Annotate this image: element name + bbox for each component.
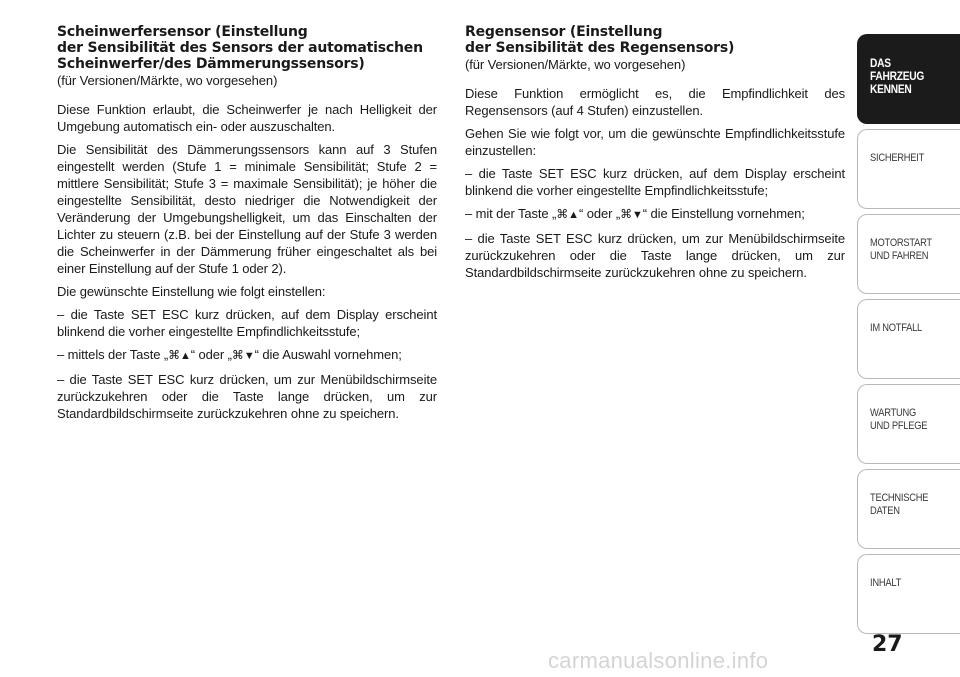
down-arrow-icon: ▼	[243, 350, 255, 362]
tab-label: INHALT	[870, 577, 902, 589]
right-step-2-mid: “ oder „	[578, 206, 621, 221]
left-column	[57, 24, 437, 428]
tab-wartung-und-pflege[interactable]	[857, 384, 960, 464]
left-heading-line2: der Sensibilität des Sensors der automatischen	[57, 40, 423, 56]
control-glyph-icon: ⌘	[168, 348, 180, 362]
up-arrow-icon: ▲	[180, 350, 191, 362]
left-heading	[57, 24, 437, 72]
left-paragraph-levels: Die Sensibilität des Dämmerungssensors kann auf 3 Stufen eingestellt werden (Stufe 1 = minimale Sensibilität; Stufe 2 = mittlere Sensibilität; Stufe 3 = maximale Sensibilität); je höher die eingestellte Sensibilität, desto niedriger die Notwendigkeit der Veränderung der Umgebungshelligkeit, um das Einschalten der Lichter zu steuern (z.B. bei der Einstellung auf der Stufe 3 werden die Scheinwerfer in der Dämmerung früher eingeschaltet als bei einer Einstellung auf der Stufe 1 oder 2).	[57, 142, 437, 276]
left-step-2	[57, 346, 437, 365]
right-paragraph-intro: Diese Funktion ermöglicht es, die Empfindlichkeit des Regensensors (auf 4 Stufen) einzustellen.	[465, 86, 845, 118]
control-glyph-icon: ⌘	[620, 207, 632, 221]
tab-label: SICHERHEIT	[870, 152, 925, 164]
control-up-icon	[556, 209, 579, 221]
right-subtitle: (für Versionen/Märkte, wo vorgesehen)	[465, 57, 686, 72]
control-glyph-icon: ⌘	[231, 348, 244, 362]
control-glyph-icon: ⌘	[556, 207, 569, 221]
tab-label: TECHNISCHE DATEN	[870, 492, 929, 517]
tab-inhalt[interactable]	[857, 554, 960, 634]
left-step-1: – die Taste SET ESC kurz drücken, auf dem Display erscheint blinkend die vorher eingestellte Empfindlichkeitsstufe;	[57, 307, 437, 339]
left-step-2-mid: “ oder „	[190, 347, 232, 362]
tab-im-notfall[interactable]	[857, 299, 960, 379]
left-subtitle: (für Versionen/Märkte, wo vorgesehen)	[57, 73, 278, 88]
right-paragraph-instruction: Gehen Sie wie folgt vor, um die gewünschte Empfindlichkeitsstufe einzustellen:	[465, 126, 845, 158]
right-step-3: – die Taste SET ESC kurz drücken, um zur Menübildschirmseite zurückzukehren oder die Taste lange drücken, um zur Standardbildschirmseite zurückzukehren ohne zu speichern.	[465, 231, 845, 280]
right-heading	[465, 24, 845, 56]
right-heading-line2: der Sensibilität des Regensensors)	[465, 40, 735, 56]
left-paragraph-intro: Diese Funktion erlaubt, die Scheinwerfer je nach Helligkeit der Umgebung automatisch ein- oder auszuschalten.	[57, 102, 437, 134]
left-step-2-suffix: “ die Auswahl vornehmen;	[254, 347, 402, 362]
watermark: carmanualsonline.info	[548, 648, 769, 673]
tab-label: DAS FAHRZEUG KENNEN	[870, 56, 925, 96]
right-step-2-prefix: – mit der Taste „	[465, 206, 557, 221]
page-number: 27	[872, 632, 903, 657]
control-up-icon	[168, 350, 191, 362]
left-paragraph-instruction: Die gewünschte Einstellung wie folgt einstellen:	[57, 284, 326, 299]
tab-technische-daten[interactable]	[857, 469, 960, 549]
up-arrow-icon: ▲	[568, 209, 579, 221]
tab-label: IM NOTFALL	[870, 322, 923, 334]
left-step-3: – die Taste SET ESC kurz drücken, um zur Menübildschirmseite zurückzukehren oder die Taste lange drücken, um zur Standardbildschirmseite zurückzukehren ohne zu speichern.	[57, 372, 437, 421]
tab-motorstart-und-fahren[interactable]	[857, 214, 960, 294]
right-step-2-suffix: “ die Einstellung vornehmen;	[642, 206, 805, 221]
right-column	[465, 24, 845, 287]
tab-label: MOTORSTART UND FAHREN	[870, 237, 932, 262]
tab-das-fahrzeug-kennen[interactable]	[857, 34, 960, 124]
chapter-tabs	[857, 34, 960, 639]
left-heading-line3: Scheinwerfer/des Dämmerungssensors)	[57, 56, 365, 72]
left-heading-line1: Scheinwerfersensor (Einstellung	[57, 24, 308, 40]
right-heading-line1: Regensensor (Einstellung	[465, 24, 663, 40]
right-step-1: – die Taste SET ESC kurz drücken, auf dem Display erscheint blinkend die vorher eingestellte Empfindlichkeitsstufe;	[465, 166, 845, 198]
down-arrow-icon: ▼	[631, 209, 643, 221]
control-down-icon	[620, 209, 643, 221]
tab-sicherheit[interactable]	[857, 129, 960, 209]
right-step-2	[465, 205, 845, 224]
tab-label: WARTUNG UND PFLEGE	[870, 407, 928, 432]
control-down-icon	[232, 350, 255, 362]
left-step-2-prefix: – mittels der Taste „	[57, 347, 169, 362]
